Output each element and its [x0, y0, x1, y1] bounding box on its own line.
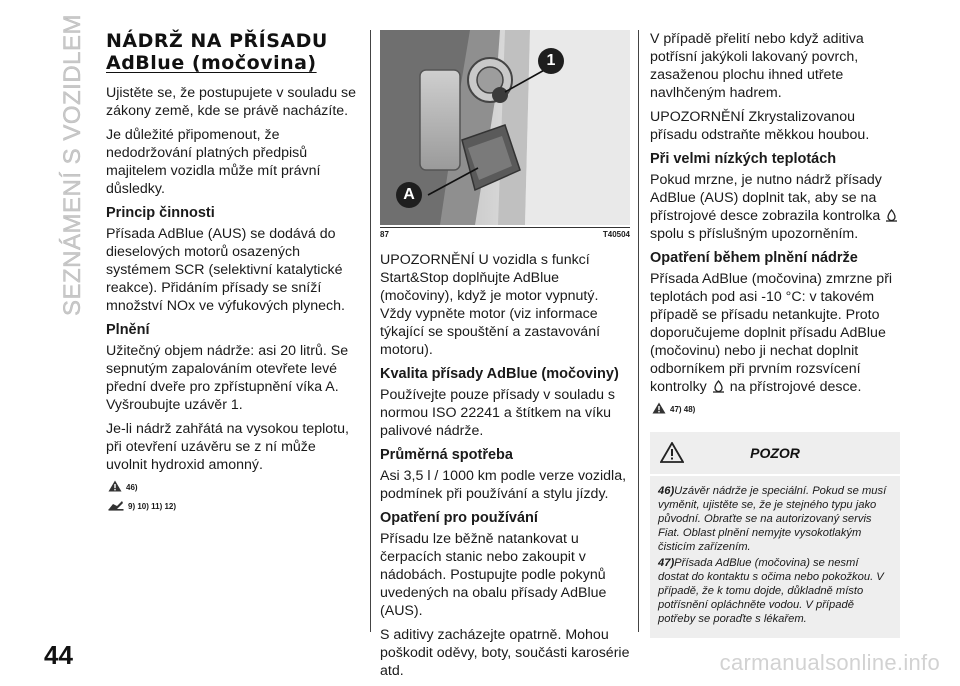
heading-princip: Princip činnosti	[106, 205, 215, 221]
heading-opatreni: Opatření pro používání	[380, 510, 538, 526]
pozor-body	[650, 476, 900, 626]
pozor-title: POZOR	[750, 445, 800, 461]
during-fill-text-a: Přísada AdBlue (močovina) zmrzne při teplotách pod asi -10 °C: v takovém případě se přísadu netankujte. Proto doporučujeme doplnit přísadu AdBlue (močovinu) nebo ji nechat doplnit odborníkem při prvním rozsvícení kontrolky	[650, 271, 893, 395]
column-2	[380, 30, 630, 686]
intro-paragraph: Je důležité připomenout, že nedodržování platných předpisů majitelem vozidla může mít právní důsledky.	[106, 127, 321, 197]
pozor-item-number: 47)	[658, 557, 675, 569]
opatreni-paragraph: Přísadu lze běžně natankovat u čerpacích stanic nebo zakoupit v nádobách. Postupujte podle pokynů uvedených na obalu přísady AdBlue (AUS).	[380, 531, 607, 619]
spill-paragraph: V případě přelití nebo když aditiva potřísní jakýkoli lakovaný povrch, zasaženou plochu ihned utřete navlhčeným hadrem.	[650, 31, 864, 101]
chapter-side-tab	[58, 13, 88, 317]
intro-paragraph: Ujistěte se, že postupujete v souladu se zákony země, kde se právě nacházíte.	[106, 85, 357, 119]
note-reference	[108, 500, 356, 511]
heading-kvalita: Kvalita přísady AdBlue (močoviny)	[380, 366, 619, 382]
pozor-item	[658, 484, 892, 554]
watermark: carmanualsonline.info	[719, 650, 940, 675]
callout-1	[538, 48, 564, 74]
warning-triangle-icon	[652, 402, 666, 414]
column-3	[650, 30, 900, 638]
spotreba-paragraph: Asi 3,5 l / 1000 km podle verze vozidla, podmínek při používání a stylu jízdy.	[380, 468, 627, 502]
note-reference-numbers: 9) 10) 11) 12)	[128, 502, 177, 511]
callout-a	[396, 182, 422, 208]
warning-reference	[108, 480, 356, 492]
heading-spotreba: Průměrná spotřeba	[380, 447, 513, 463]
warning-reference	[652, 402, 900, 414]
callout-a-label: A	[403, 186, 415, 203]
pozor-item-number: 46)	[658, 485, 675, 497]
column-divider	[638, 30, 639, 632]
low-temp-text-b: spolu s příslušným upozorněním.	[650, 226, 859, 242]
low-temp-text-a: Pokud mrzne, je nutno nádrž přísady AdBlue (AUS) doplnit tak, aby se na přístrojové desce zobrazila kontrolka	[650, 172, 882, 224]
princip-paragraph: Přísada AdBlue (AUS) se dodává do dieselových motorů osazených systémem SCR (selektivní katalytické reakce). Přidáním přísady se sníží množství NOx ve výfukových plynech.	[106, 226, 345, 314]
note-hand-icon	[108, 500, 124, 511]
warning-triangle-icon	[660, 442, 684, 463]
pozor-item-text: Uzávěr nádrže je speciální. Pokud se musí vyměnit, ujistěte se, že je stejného typu jako původní. Obraťte se na autorizovaný servis Fiat. Oblast plnění nemyjte vysokotlakým čisticím zařízením.	[658, 485, 887, 553]
adblue-filler-figure	[380, 30, 630, 225]
pozor-header	[650, 432, 900, 476]
callout-1-label: 1	[546, 52, 556, 69]
opatreni-paragraph: S aditivy zacházejte opatrně. Mohou poškodit oděvy, boty, součásti karosérie atd.	[380, 627, 630, 679]
pozor-warning-box	[650, 432, 900, 638]
pozor-item-text: Přísada AdBlue (močovina) se nesmí dostat do kontaktu s očima nebo pokožkou. V případě, že k tomu dojde, důkladně místo potřísnění opláchněte vodou. V případě potřeby se poraďte s lékařem.	[658, 557, 884, 625]
adblue-warning-lamp-icon	[712, 380, 725, 393]
chapter-title: SEZNÁMENÍ S VOZIDLEM	[59, 13, 87, 317]
warning-reference-numbers: 46)	[126, 483, 138, 492]
kvalita-paragraph: Používejte pouze přísady v souladu s normou ISO 22241 a štítkem na víku palivové nádrže.	[380, 387, 616, 439]
warning-triangle-icon	[108, 480, 122, 492]
column-1	[106, 30, 356, 519]
plneni-paragraph: Je-li nádrž zahřátá na vysokou teplotu, při otevření uzávěru se z ní může uvolnit hydroxid amonný.	[106, 421, 349, 473]
during-fill-paragraph	[650, 270, 900, 396]
column-divider	[370, 30, 371, 632]
figure-code: T40504	[602, 230, 630, 239]
low-temp-paragraph	[650, 171, 900, 243]
section-title-line-2: AdBlue (močovina)	[106, 52, 317, 74]
figure-number: 87	[380, 230, 389, 239]
during-fill-text-b: na přístrojové desce.	[729, 379, 862, 395]
upozorneni-paragraph: UPOZORNĚNÍ U vozidla s funkcí Start&Stop doplňujte AdBlue (močoviny), když je motor vypnutý. Vždy vypněte motor (viz informace týkající se spouštění a zastavování motoru).	[380, 252, 601, 358]
heading-during-fill: Opatření během plnění nádrže	[650, 250, 858, 266]
warning-reference-numbers: 47) 48)	[670, 405, 696, 414]
figure-caption	[380, 227, 630, 239]
plneni-paragraph: Užitečný objem nádrže: asi 20 litrů. Se sepnutým zapalováním otevřete levé přední dveře pro zpřístupnění víka A. Vyšroubujte uzávěr 1.	[106, 343, 349, 413]
pozor-item	[658, 556, 892, 626]
heading-plneni: Plnění	[106, 322, 150, 338]
crystal-paragraph: UPOZORNĚNÍ Zkrystalizovanou přísadu odstraňte měkkou houbou.	[650, 109, 870, 143]
section-title	[106, 30, 356, 74]
section-title-line-1: NÁDRŽ NA PŘÍSADU	[106, 30, 328, 52]
page-number: 44	[44, 640, 73, 670]
heading-low-temp: Při velmi nízkých teplotách	[650, 151, 837, 167]
adblue-warning-lamp-icon	[885, 209, 898, 222]
